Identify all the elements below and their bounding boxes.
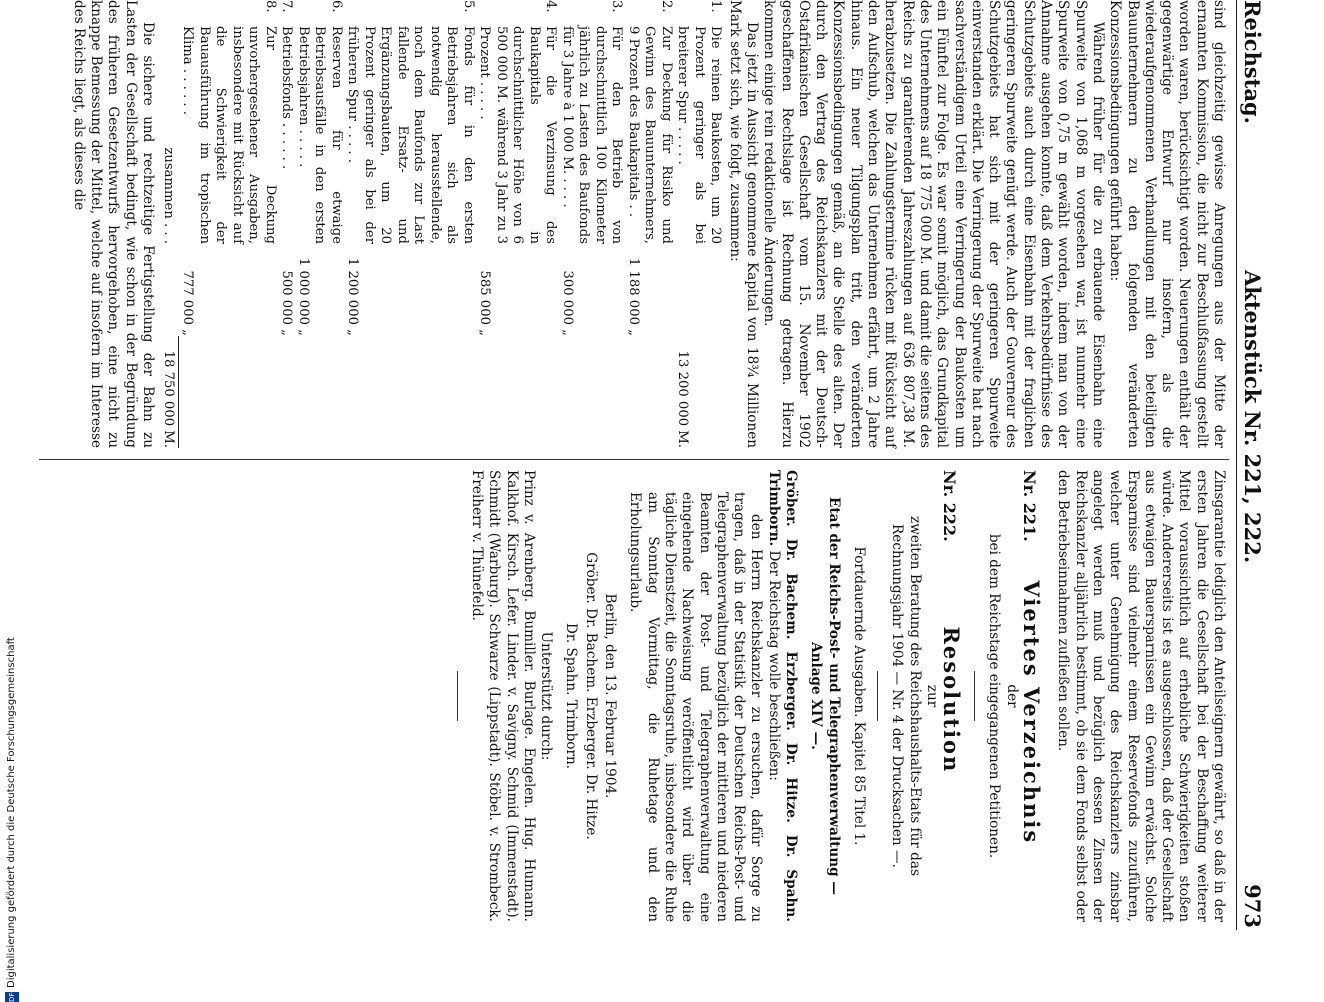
budget-line: Fortdauernde Ausgaben. Kapitel 85 Titel 1. — [850, 546, 867, 846]
item-number: 2. — [658, 0, 674, 13]
item-description: Zur Deckung für Risiko und Gewinn des Bauunternehmers, 9 Prozent des Baukapitals . . — [625, 26, 674, 244]
motion-body: den Herrn Reichskanzler zu ersuchen, dafür Sorge zu tragen, daß in der Statistik der Deutschen Reichs-Post- und Telegraphenverwaltung bezüglich der mittleren und niederen Beamten der Post- und Telegraphenverwaltung eine eingehende Nachweisung veröffentlicht wird über die tägliche Dienstzeit, die Sonntagsruhe, insbesondere die Ruhe am Sonntag Vormittag, die Ruhetage und den Erholungsurlaub. — [627, 492, 765, 922]
item-description: Die reinen Baukosten, um 20 Prozent geringer als bei breiterer Spur . . . . . — [675, 26, 724, 244]
item-number: 8. — [262, 0, 278, 13]
item-subtotal: 1 188 000 „ — [625, 257, 641, 336]
paragraph: Die sichere und rechtzeitige Fertigstellung der Bahn zu Lasten der Gesellschaft bedingt, wie schon in der Begründung des früheren Gesetzentwurfs hervorgehoben, eine nicht zu knappe Bemessung der Mittel, welche auf insofern im Interesse des Reichs liegt, als dieses die — [70, 0, 156, 448]
separator — [457, 671, 458, 721]
sum-label: zusammen . . . — [161, 147, 177, 244]
item-number: 4. — [543, 0, 559, 13]
item-description: Betriebsfonds . . . . . . — [279, 26, 295, 170]
item-description: Für die Verzinsung des Baukapitals in durchschnittlicher Höhe von 6 500 000 M. während 3 Jahr zu 3 Prozent . . . . . — [477, 26, 559, 244]
table-row — [344, 0, 476, 448]
item-number: 3. — [609, 0, 625, 13]
header-left: Reichstag. — [1240, 0, 1265, 124]
paragraph: Das jetzt in Aussicht genommene Kapital von 18¾ Millionen Mark setzt sich, wie folgt, zusammen: — [726, 0, 760, 448]
motion-text: Der Reichstag wolle beschließen: — [765, 550, 782, 782]
item-number: 5. — [460, 0, 476, 13]
dfg-logo-icon: DFG — [5, 992, 19, 1002]
item-amount: 13 200 000 M. — [675, 350, 691, 448]
table-row — [674, 0, 724, 448]
item-subtitle: bei dem Reichstage eingegangenen Petitionen. — [986, 533, 1003, 859]
signers: Dr. Spahn. Trimborn. — [563, 622, 580, 770]
table-row — [294, 0, 344, 448]
item-amount — [476, 336, 559, 448]
note-text: Digitalisierung gefördert durch die Deutsche Forschungsgemeinschaft — [6, 637, 17, 988]
item-222-heading — [939, 470, 965, 922]
paragraph: Während früher für die zu erbauende Eisenbahn eine Spurweite von 1,068 m vorgesehen war, ist nunmehr eine Spurweite von 0,75 m gewählt worden, indem man von der Annahme ausgehen konnte, daß dem Verkehrsbedürfnisse des Schutzgebiets auch durch eine Eisenbahn mit der fraglichen geringeren Spurweite genügt werde. Auch der Gouverneur des Schutzgebiets hat sich mit der geringeren Spurweite einverstanden erklärt. Die Verringerung der Spurweite hat nach sachverständigem Urteil eine Verringerung der Baukosten um ein Fünftel zur Folge. Es war somit möglich, das Grundkapital des Unternehmens auf 18 775 000 M. und damit die seitens des Reichs zu garantierenden Jahreszahlungen auf 636 807,38 M. herabzusetzen. Die Zahlungstermine rücken mit Rücksicht auf den Aufschub, welchen das Unternehmen erfährt, um 2 Jahre hinaus. Ein neuer Tilgungsplan tritt, den veränderten Konzessionsbedingungen gemäß, an die Stelle des alten. Der durch den Vertrag des Reichskanzlers mit der Deutsch-Ostafrikanischen Gesellschaft vom 15. November 1902 geschaffenen Rechtslage ist Rechnung getragen. Hierzu kommen einige rein redaktionelle Änderungen. — [761, 0, 1106, 448]
left-column — [69, 0, 1227, 448]
item-subtotal — [674, 248, 724, 336]
item-subtotal: 1 000 000 „ — [295, 257, 311, 336]
table-row — [476, 0, 559, 448]
item-description: Reserven für etwaige Betriebsausfälle in den ersten Betriebsjahren . . . . . — [295, 26, 344, 244]
page-number: 973 — [1240, 884, 1265, 928]
item-connector: zur — [923, 684, 940, 708]
item-amount — [278, 336, 295, 448]
date-line: Berlin, den 13. Februar 1904. — [602, 593, 619, 799]
item-description: Fonds für in den ersten Betriebsjahren sich als notwendig herausstellende, noch dem Baufonds zur Last fallende Ersatz- und Ergänzungsbauten, um 20 Prozent geringer als bei der früheren Spur . . . . . — [345, 26, 476, 244]
item-number: 7. — [279, 0, 295, 13]
supported-by-label: Unterstützt durch: — [538, 631, 555, 761]
item-number: 1. — [708, 0, 724, 13]
etat-title: Etat der Reichs-Post- und Telegraphenverwaltung — Anlage XIV —. — [808, 497, 842, 895]
item-221-heading — [1019, 470, 1045, 922]
item-subtotal: 585 000 „ — [477, 270, 493, 336]
table-row — [624, 0, 674, 448]
signers: Gröber. Dr. Bachem. Erzberger. Dr. Hitze. — [582, 552, 599, 840]
item-number: Nr. 221. — [1020, 470, 1040, 542]
separator — [974, 671, 975, 721]
motion-names: Gröber. Dr. Bachem. Erzberger. Dr. Hitze. Dr. Spahn. Trimborn. — [765, 470, 800, 922]
item-connector: der — [1003, 684, 1020, 708]
paragraph: sind gleichzeitig gewisse Anregungen aus der Mitte der ernannten Kommission, die nicht zur Beschlußfassung gestellt worden waren, berücksichtigt worden. Neuerungen enthält der gegenwärtige Entwurf nur insofern, als die wiederaufgenommenen Verhandlungen mit den beteiligten Bauunternehmern zu den folgenden veränderten Konzessionsbedingungen geführt haben: — [1107, 0, 1227, 448]
item-amount — [294, 336, 344, 448]
item-subtotal: 300 000 „ — [559, 270, 575, 336]
item-number: 6. — [328, 0, 344, 13]
table-row — [179, 0, 278, 448]
item-amount — [344, 336, 476, 448]
item-amount — [179, 336, 278, 448]
supporters-list: Prinz v. Arenberg. Bumiller. Burlage. Engelen. Hug. Humann. Kalkhof. Kirsch. Lefer. Linder. v. Savigny. Schmid (Immenstadt). Schmidt (Warburg). Schwarze (Lippstadt). Stöbel. v. Strombeck. Freiherr v. Thünefeld. — [469, 470, 537, 922]
page-header — [1237, 0, 1271, 930]
item-amount — [624, 336, 674, 448]
paragraph: Zinsgarantie lediglich den Anteilseignern gewährt, so daß in der ersten Jahren die Gesellschaft bei der Beschaffung weiterer Mittel voraussichtlich auf erhebliche Schwierigkeiten stoßen würde. Andererseits ist es ausgeschlossen, daß der Gesellschaft aus etwaigen Bauersparnissen ein Gewinn erwächst. Solche Ersparnisse sind vielmehr einem Reservefonds zuzuführen, welcher unter Genehmigung des Reichskanzlers zinsbar angelegt werden muß und bezüglich dessen Zinsen der Reichskanzler alljährlich bestimmt, ob sie dem Fonds selbst oder den Betriebseinnahmen zufließen sollen. — [1055, 470, 1227, 922]
sum-row — [160, 0, 179, 448]
item-subtotal: 1 200 000 „ — [345, 257, 361, 336]
capital-table — [160, 0, 724, 448]
sum-amount: 18 750 000 M. — [160, 336, 179, 448]
item-subtotal: 777 000 „ — [180, 270, 196, 336]
header-center: Aktenstück Nr. 221, 222. — [1240, 270, 1265, 564]
item-description: Zur Deckung unvorhergesehener Ausgaben, insbesondere mit Rücksicht auf die Schwierigkeit der Bauausführung im tropischen Klima . . . . . . — [180, 26, 278, 244]
column-divider — [39, 459, 1229, 460]
item-amount — [558, 336, 624, 448]
item-description: Für den Betrieb von durchschnittlich 100 Kilometer jährlich zu Lasten des Baufonds für 3 Jahre à 1 000 M. . . . . — [559, 26, 625, 244]
separator — [877, 671, 878, 721]
table-row — [278, 0, 295, 448]
document-page — [35, 0, 1275, 930]
header-rule — [1236, 0, 1237, 930]
item-subtotal: 500 000 „ — [279, 270, 295, 336]
item-number: Nr. 222. — [940, 470, 960, 542]
digitization-note — [2, 0, 22, 1000]
item-title: Resolution — [939, 626, 965, 774]
item-subtitle: zweiten Beratung des Reichshaushalts-Etats für das Rechnungsjahr 1904 — Nr. 4 der Drucksachen —. — [889, 516, 923, 876]
item-title: Viertes Verzeichnis — [1019, 580, 1045, 845]
right-column — [447, 470, 1227, 922]
table-row — [558, 0, 624, 448]
